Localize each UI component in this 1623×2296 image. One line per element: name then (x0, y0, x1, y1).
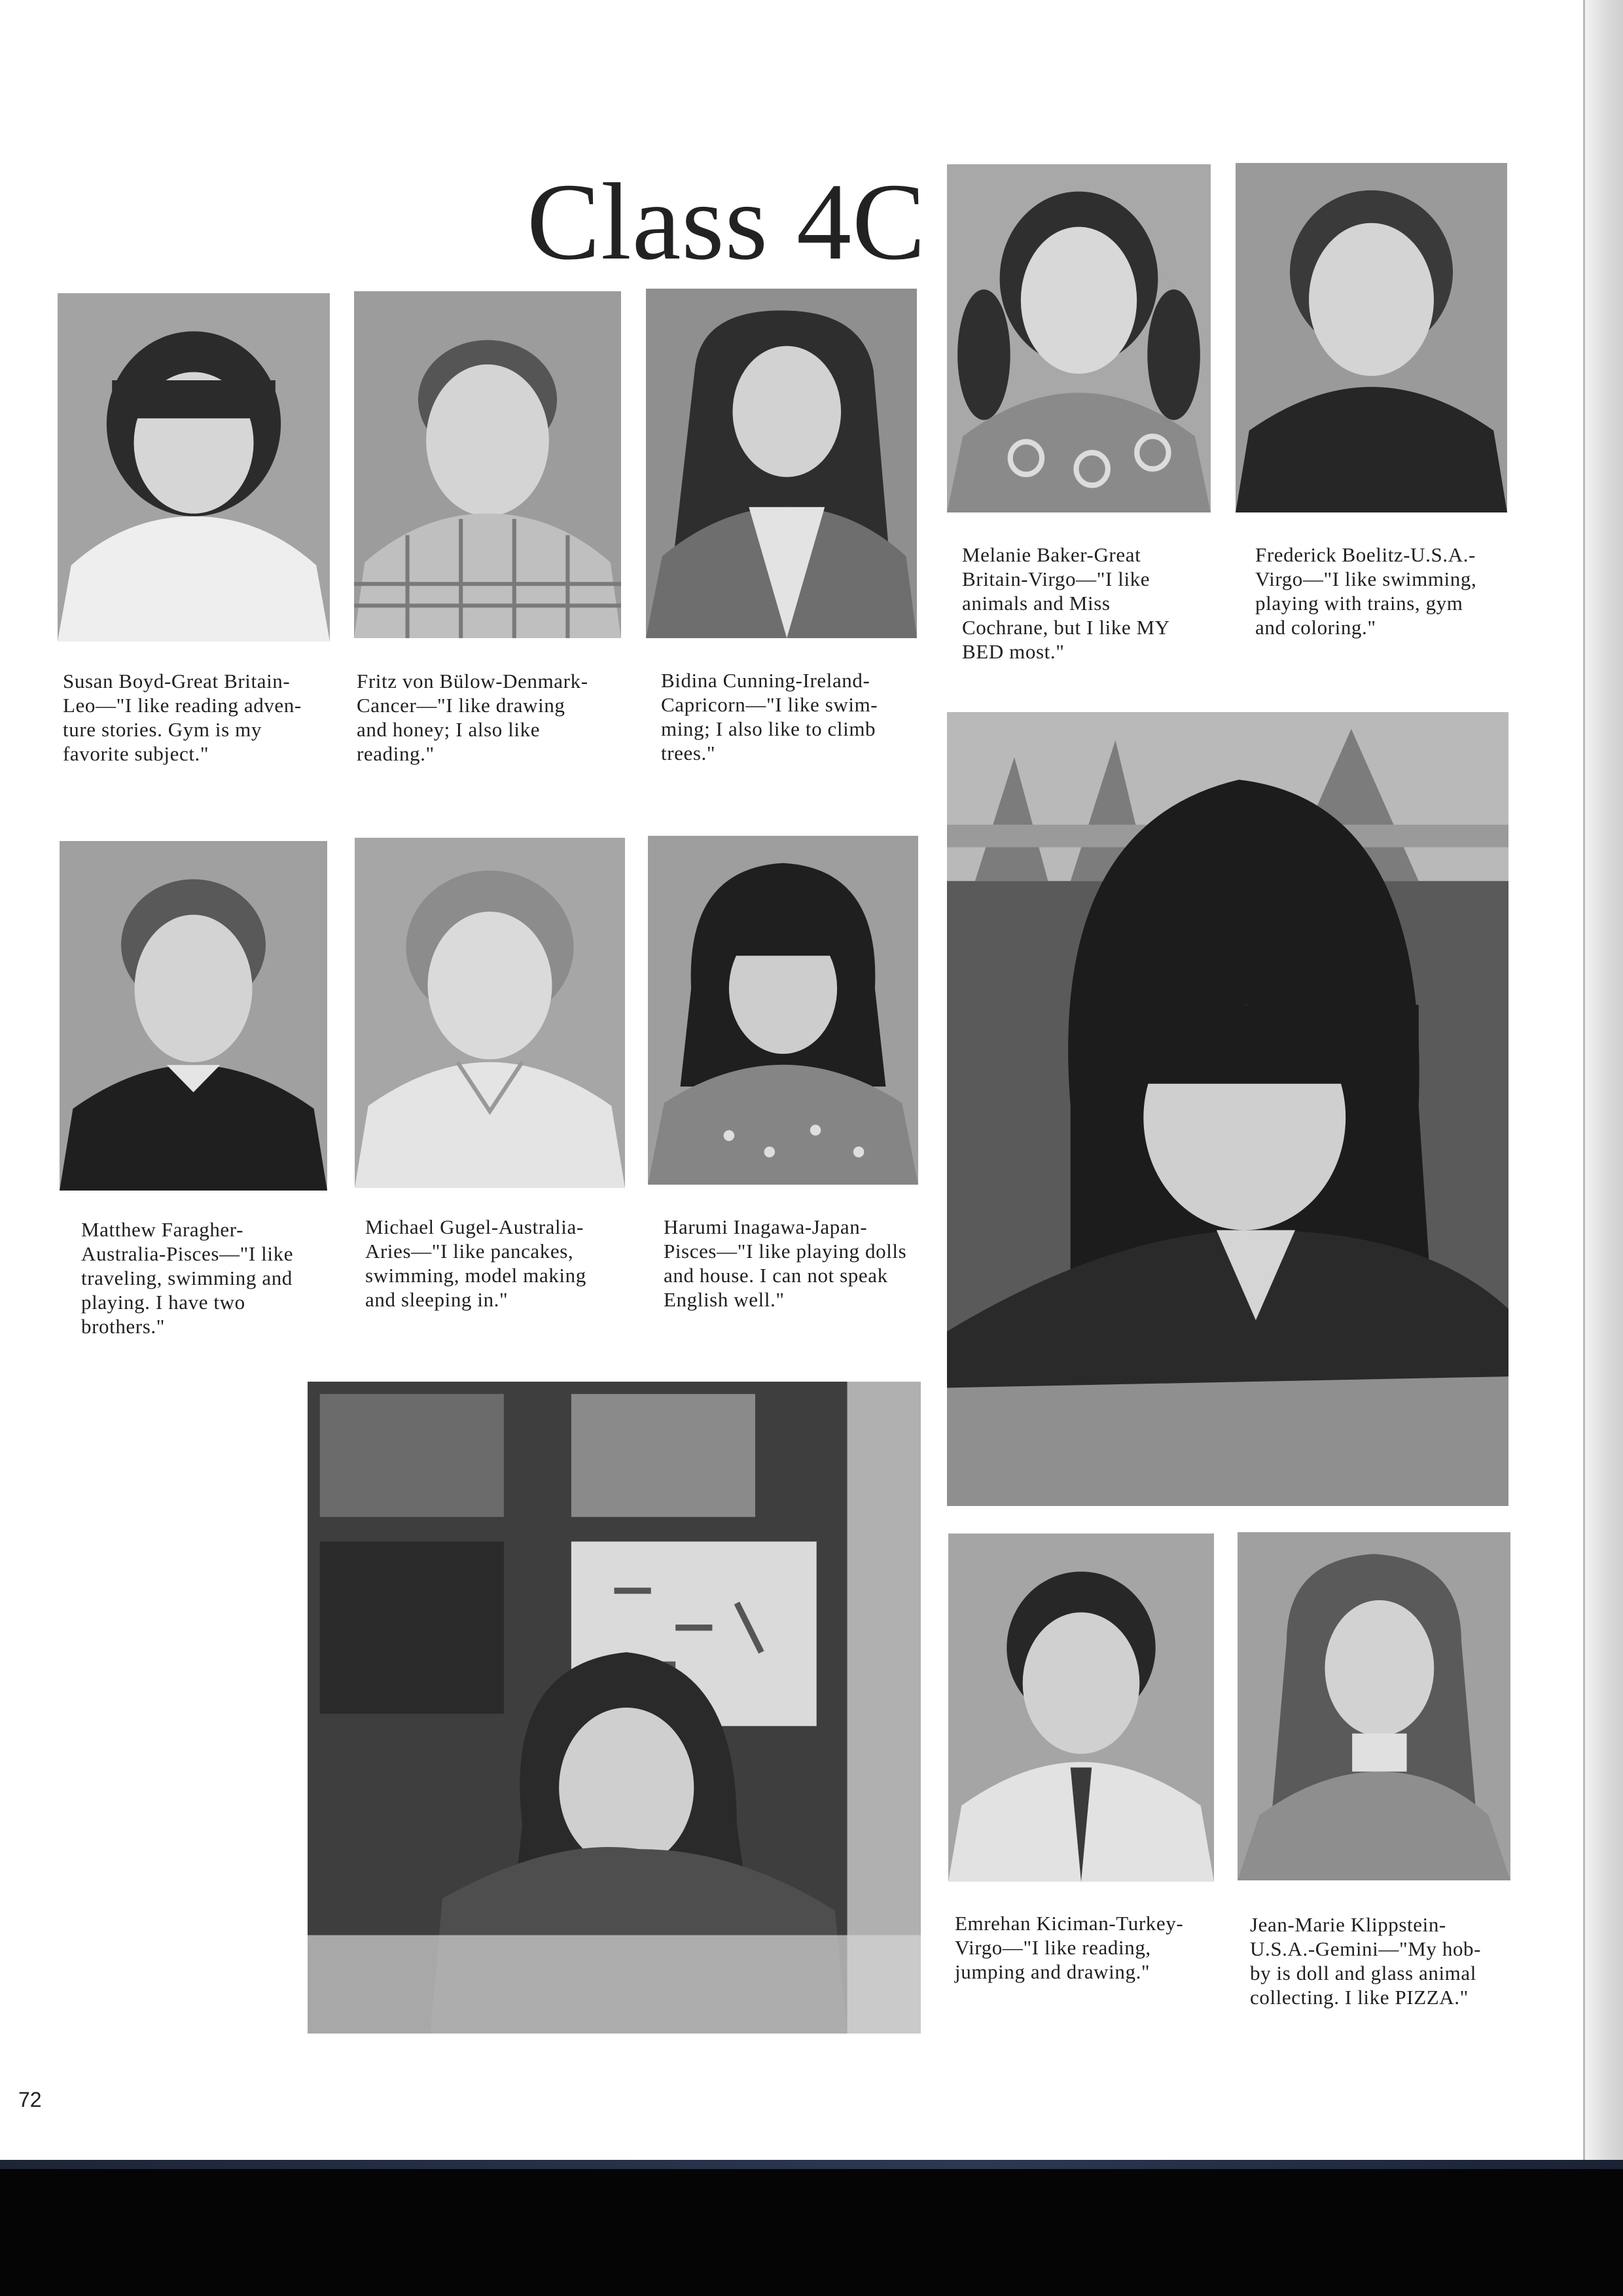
caption-jean-marie-klippstein: Jean-Marie Klippstein- U.S.A.-Gemini—"My hob- by is doll and glass animal collecting. I like PIZZA." (1250, 1913, 1482, 2009)
caption-emrehan-kiciman: Emrehan Kiciman-Turkey- Virgo—"I like reading, jumping and drawing." (955, 1912, 1184, 1983)
caption-michael-gugel: Michael Gugel-Australia- Aries—"I like pancakes, swimming, model making and sleeping in." (365, 1215, 586, 1311)
page-number: 72 (18, 2088, 42, 2111)
scan-bottom-band (0, 2160, 1623, 2296)
caption-bidina-cunning: Bidina Cunning-Ireland- Capricorn—"I like swim- ming; I also like to climb trees." (661, 669, 878, 764)
page-binding-edge (1584, 0, 1623, 2160)
caption-frederick-boelitz: Frederick Boelitz-U.S.A.- Virgo—"I like swimming, playing with trains, gym and coloring." (1255, 543, 1477, 639)
portrait-fritz-von-bulow (354, 291, 621, 638)
portrait-michael-gugel (355, 838, 625, 1188)
portrait-harumi-inagawa (648, 836, 918, 1185)
caption-susan-boyd: Susan Boyd-Great Britain- Leo—"I like reading adven- ture stories. Gym is my favorite subject." (63, 670, 302, 765)
caption-harumi-inagawa: Harumi Inagawa-Japan- Pisces—"I like playing dolls and house. I can not speak English well." (664, 1215, 907, 1311)
portrait-matthew-faragher (60, 841, 327, 1191)
page-title: Class 4C (527, 161, 927, 283)
portrait-jean-marie-klippstein (1238, 1532, 1510, 1880)
portrait-bidina-cunning (646, 289, 917, 638)
page-binding-line (1583, 0, 1585, 2160)
portrait-susan-boyd (58, 293, 330, 641)
caption-fritz-von-bulow: Fritz von Bülow-Denmark- Cancer—"I like drawing and honey; I also like reading." (357, 670, 588, 765)
candid-photo-girl-at-desk (308, 1382, 921, 2034)
portrait-emrehan-kiciman (948, 1534, 1214, 1882)
portrait-melanie-baker (947, 164, 1211, 512)
caption-melanie-baker: Melanie Baker-Great Britain-Virgo—"I like animals and Miss Cochrane, but I like MY BED most." (962, 543, 1170, 663)
scan-bottom-edge (0, 2160, 1623, 2169)
portrait-frederick-boelitz (1236, 163, 1507, 512)
caption-matthew-faragher: Matthew Faragher- Australia-Pisces—"I like traveling, swimming and playing. I have two brothers." (81, 1218, 294, 1338)
candid-photo-girl-drawing (947, 712, 1508, 1506)
